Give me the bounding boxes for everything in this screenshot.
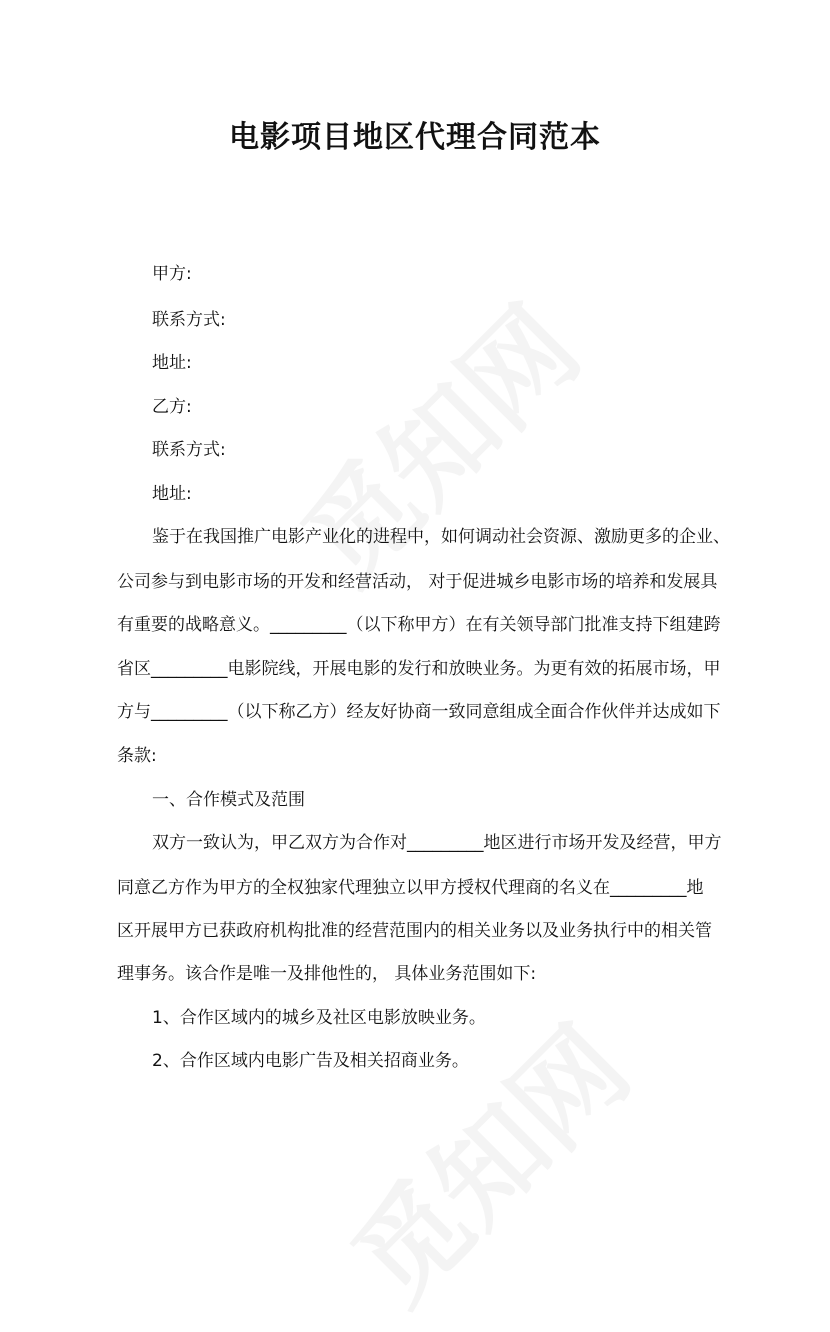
section-body-line: 区开展甲方已获政府机构批准的经营范围内的相关业务以及业务执行中的相关管 xyxy=(117,921,712,941)
preamble-line: 方与_________（以下称乙方）经友好协商一致同意组成全面合作伙伴并达成如下 xyxy=(117,702,721,722)
preamble-line: 鉴于在我国推广电影产业化的进程中，如何调动社会资源、激励更多的企业、 xyxy=(152,527,730,547)
party-a-contact-label: 联系方式: xyxy=(152,310,226,330)
preamble-line: 公司参与到电影市场的开发和经营活动， 对于促进城乡电影市场的培养和发展具 xyxy=(117,572,718,592)
document-title: 电影项目地区代理合同范本 xyxy=(229,120,601,155)
section-body-line: 同意乙方作为甲方的全权独家代理独立以甲方授权代理商的名义在_________地 xyxy=(117,878,704,898)
party-a-label: 甲方: xyxy=(152,264,192,284)
section-body-line: 双方一致认为，甲乙双方为合作对_________地区进行市场开发及经营，甲方 xyxy=(152,833,722,853)
party-a-address-label: 地址: xyxy=(152,353,192,373)
section-heading: 一、合作模式及范围 xyxy=(152,790,305,810)
party-b-label: 乙方: xyxy=(152,397,192,417)
party-b-contact-label: 联系方式: xyxy=(152,440,226,460)
party-b-address-label: 地址: xyxy=(152,484,192,504)
preamble-line: 省区_________电影院线，开展电影的发行和放映业务。为更有效的拓展市场，甲 xyxy=(117,659,721,679)
preamble-line: 条款: xyxy=(117,746,157,766)
watermark xyxy=(312,986,657,1331)
preamble-line: 有重要的战略意义。_________（以下称甲方）在有关领导部门批准支持下组建跨 xyxy=(117,615,721,635)
section-body-line: 理事务。该合作是唯一及排他性的， 具体业务范围如下: xyxy=(117,964,537,984)
list-item: 2、合作区域内电影广告及相关招商业务。 xyxy=(152,1051,469,1071)
list-item: 1、合作区域内的城乡及社区电影放映业务。 xyxy=(152,1008,486,1028)
